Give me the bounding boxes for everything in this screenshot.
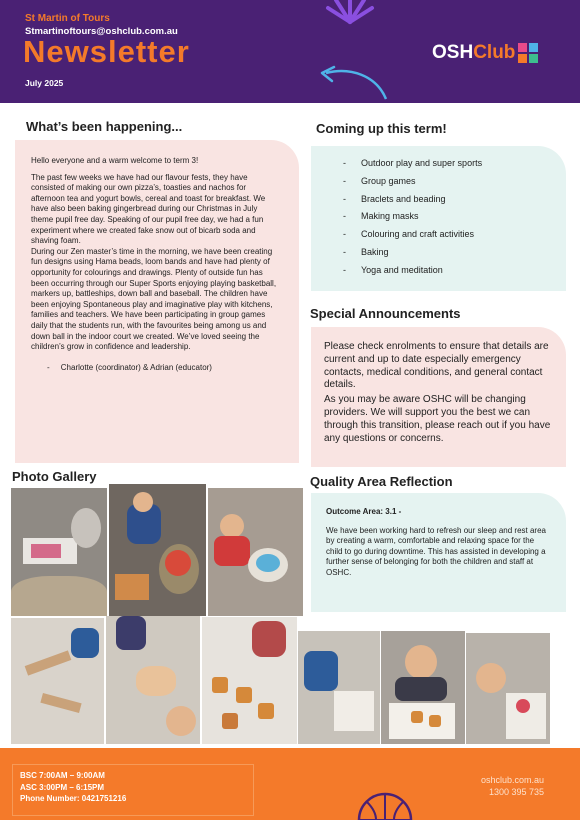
quality-text: We have been working hard to refresh our sleep and rest area by creating a warm, comfortable and relaxing space for the child to go during downtime. This has assisted in developing a further sense of belonging for both the children and staff at OSHC. bbox=[326, 525, 546, 577]
list-item: - Outdoor play and super sports bbox=[343, 158, 483, 168]
coming-up-list bbox=[343, 158, 482, 283]
announcement-paragraph: As you may be aware OSHC will be changing providers. We will support you the best we can through this transition, please reach out if you have any questions or concerns. bbox=[324, 394, 551, 444]
signature: - Charlotte (coordinator) & Adrian (educator) bbox=[47, 362, 212, 372]
gallery-photo bbox=[11, 618, 104, 744]
list-item: - Group games bbox=[343, 175, 416, 186]
gallery-photo bbox=[109, 484, 206, 616]
outcome-area: Outcome Area: 3.1 - bbox=[326, 507, 402, 516]
list-item: - Yoga and meditation bbox=[343, 264, 443, 275]
sunburst-decoration bbox=[320, 0, 380, 30]
gallery-photo bbox=[11, 488, 107, 616]
bsc-hours: BSC 7:00AM – 9:00AM bbox=[20, 771, 105, 780]
phone-number[interactable]: Phone Number: 0421751216 bbox=[20, 794, 127, 803]
announcements-title: Special Announcements bbox=[310, 306, 461, 321]
page-title: Newsletter bbox=[23, 34, 190, 69]
gallery-photo bbox=[381, 631, 465, 744]
happening-paragraph: The past few weeks we have had our flavour fests, they have consisted of making our own pizza’s, toasties and nachos for afternoon tea and yogurt bowls, cereal and toast for breakfast. We have also been baking gingerbread during our Christmas in July theme pupil free day. Speaking of our pupil free day, we had a fun experiment where we created fake snow out of bicarb soda and shaving foam. bbox=[31, 172, 266, 246]
hotline-number[interactable]: 1300 395 735 bbox=[488, 787, 544, 797]
happening-paragraph: During our Zen master’s time in the morning, we have been creating fun designs using Hama beads, loom bands and have had plenty of opportunity for colourings and drawings. Plenty of outside fun has been occurring through our Super Sports enjoying playing basketball, markers up, battleships, down ball and baseball. The children have been enjoying Spontaneous play and imaginative play with kitchens, families and teachers. We have been participating in group games daily that the students run, with the favourites being among us and down ball in the indoor court we created. We’ve loved seeing the children’s grow in confidence and leadership. bbox=[31, 246, 277, 352]
gallery-photo bbox=[202, 617, 297, 744]
basketball-icon bbox=[357, 792, 413, 820]
opening-hours bbox=[20, 770, 126, 805]
school-email[interactable]: Stmartinoftours@oshclub.com.au bbox=[25, 26, 178, 37]
coming-up-title: Coming up this term! bbox=[316, 121, 447, 136]
gallery-photo bbox=[466, 633, 550, 744]
oshclub-logo bbox=[432, 40, 538, 66]
footer bbox=[0, 748, 580, 820]
website-link[interactable]: oshclub.com.au bbox=[480, 775, 544, 785]
happening-paragraph: Hello everyone and a warm welcome to term 3! bbox=[31, 156, 199, 165]
gallery-title: Photo Gallery bbox=[12, 469, 97, 484]
list-item: - Colouring and craft activities bbox=[343, 229, 475, 240]
gallery-photo bbox=[208, 488, 303, 616]
announcements-body bbox=[324, 341, 554, 447]
logo-text: OSHClub bbox=[432, 42, 516, 63]
quality-body bbox=[326, 507, 551, 579]
quality-title: Quality Area Reflection bbox=[310, 474, 453, 489]
announcement-paragraph: Please check enrolments to ensure that details are current and up to date especially emergency contacts, medical conditions, and general contact details. bbox=[324, 341, 549, 391]
happening-title: What’s been happening... bbox=[26, 119, 183, 134]
gallery-photo bbox=[298, 631, 380, 744]
newsletter-header bbox=[0, 0, 580, 103]
gallery-photo bbox=[106, 616, 200, 744]
curved-arrow-icon bbox=[320, 65, 390, 101]
asc-hours: ASC 3:00PM – 6:15PM bbox=[20, 782, 105, 792]
issue-date: July 2025 bbox=[25, 78, 64, 88]
list-item: - Baking bbox=[343, 246, 389, 257]
contact-info bbox=[481, 774, 544, 798]
list-item: - Braclets and beading bbox=[343, 193, 446, 204]
happening-body bbox=[31, 156, 277, 373]
list-item: - Making masks bbox=[343, 211, 419, 222]
logo-squares-icon bbox=[518, 43, 538, 63]
school-name: St Martin of Tours bbox=[25, 13, 110, 24]
